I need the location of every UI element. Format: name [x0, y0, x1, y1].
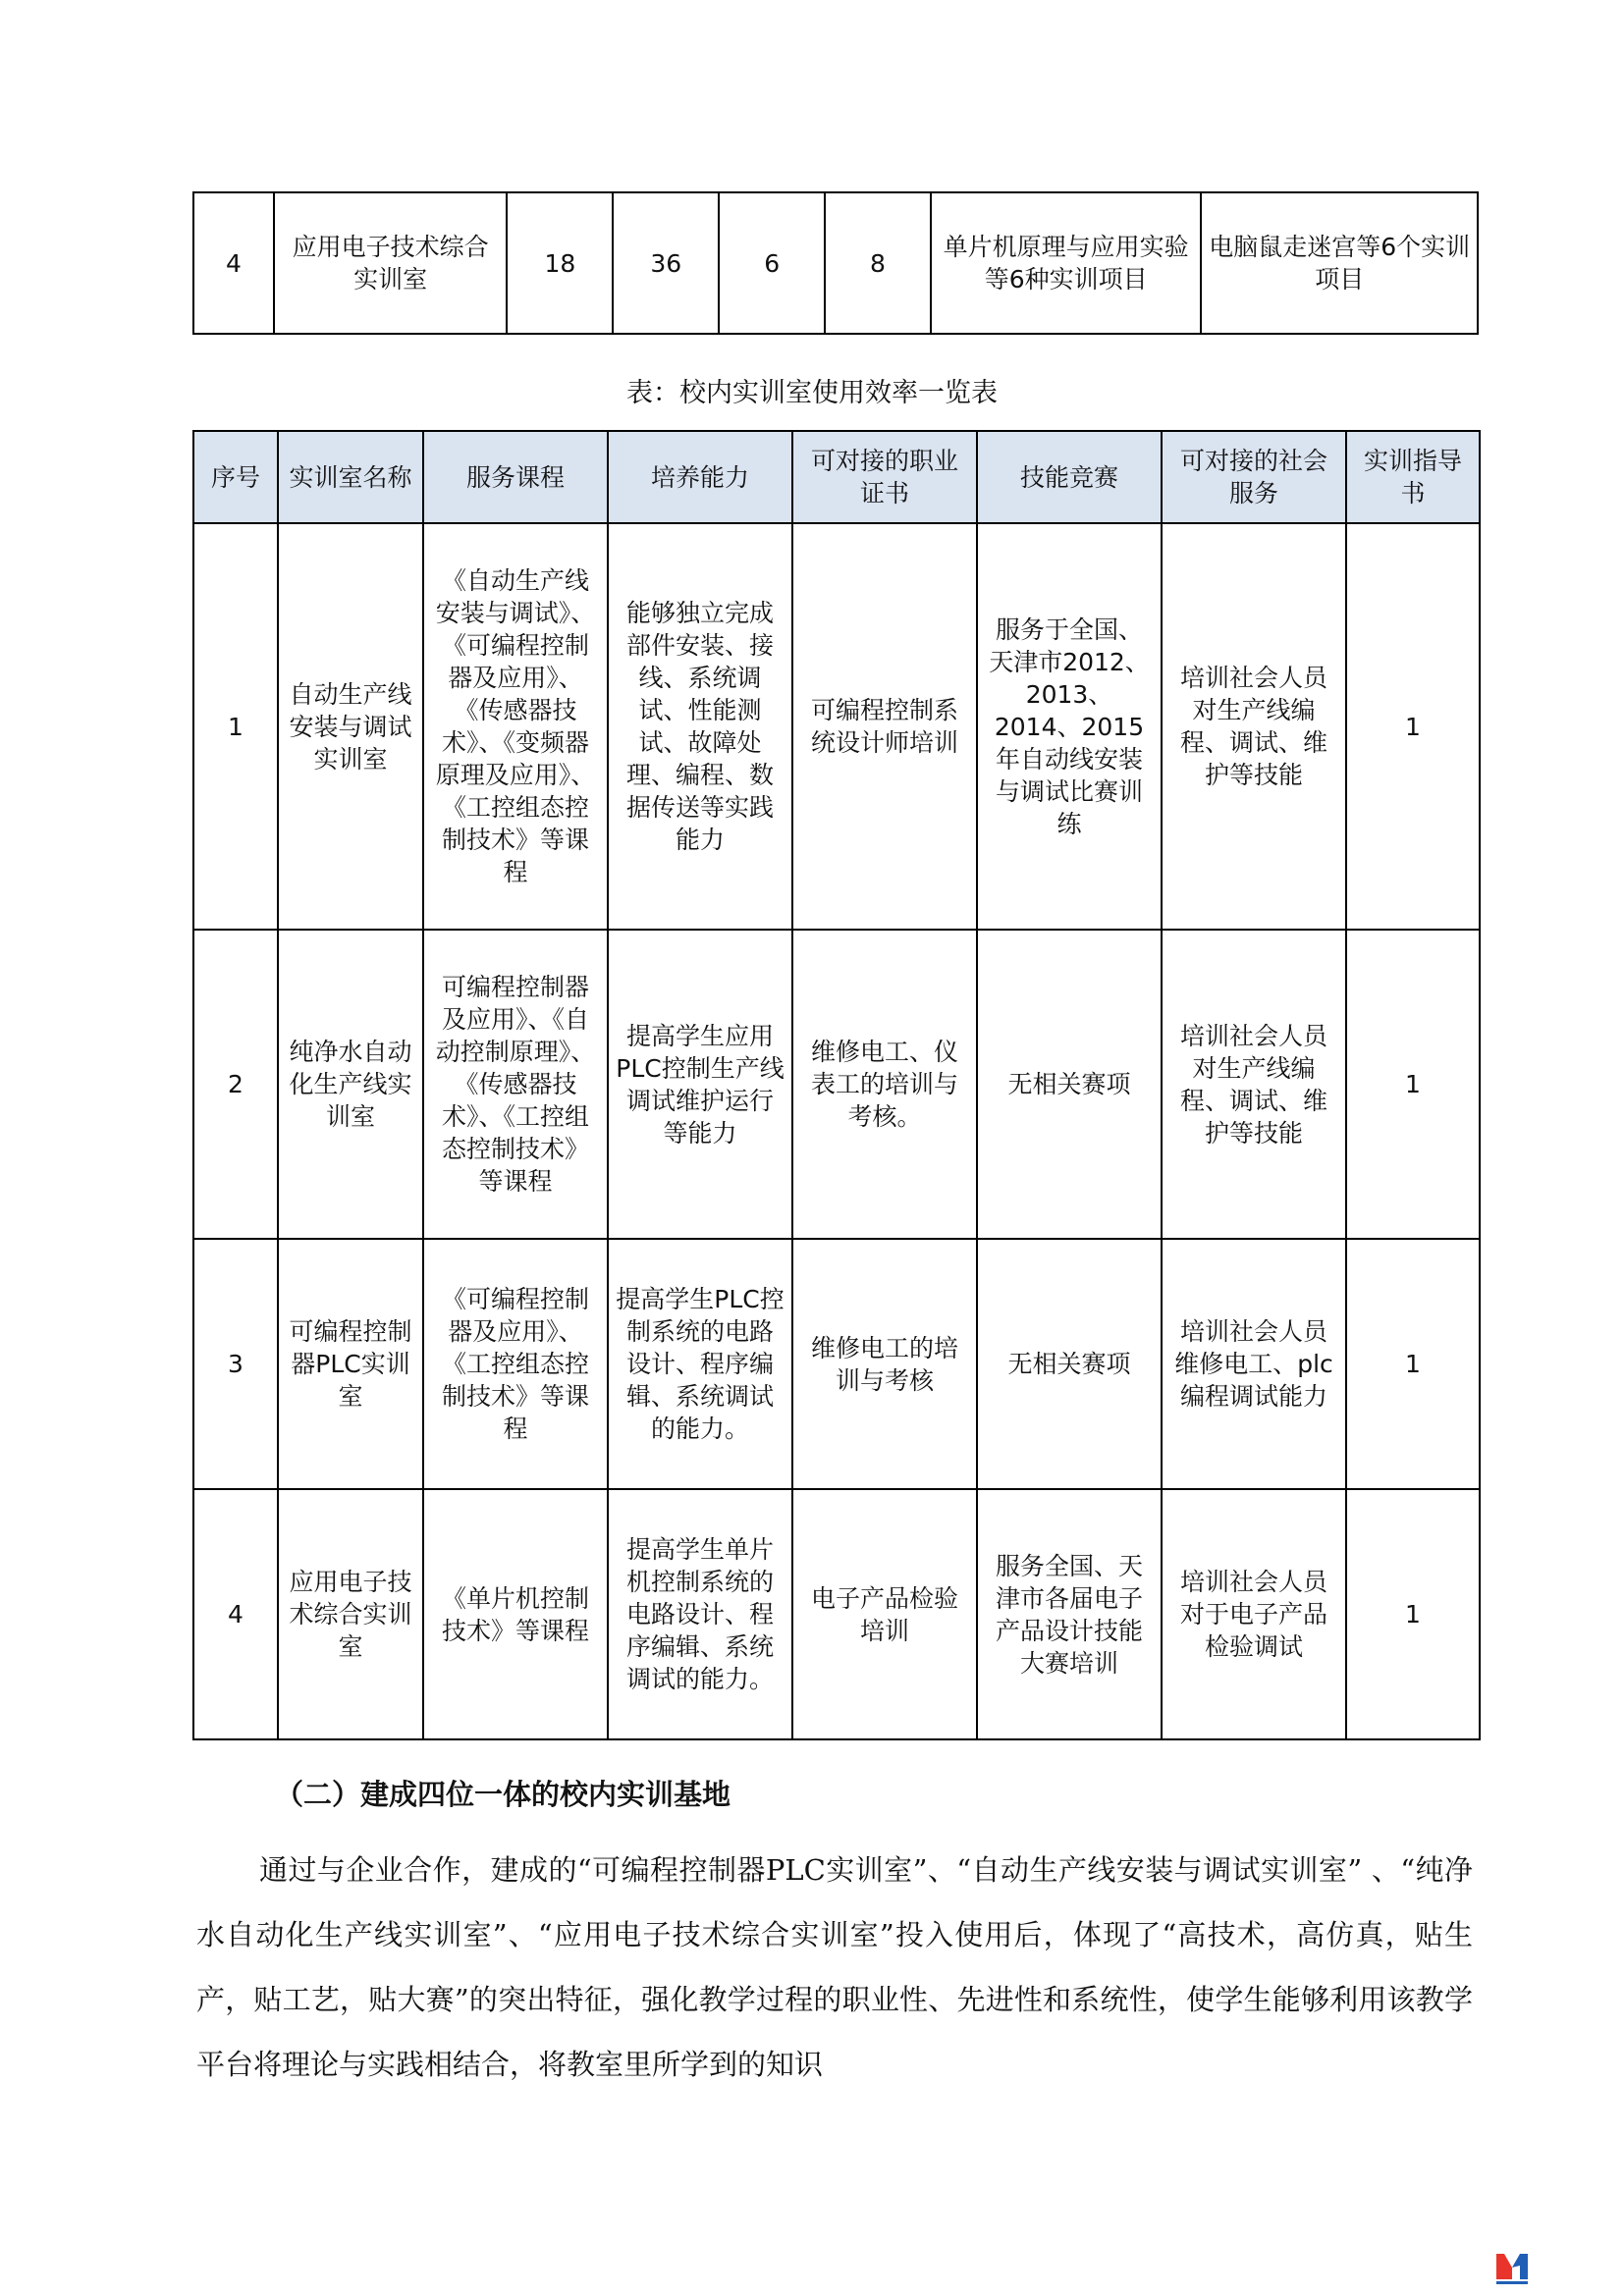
- table-cell: 服务全国、天津市各届电子产品设计技能大赛培训: [977, 1489, 1162, 1739]
- table-cell: 提高学生单片机控制系统的电路设计、程序编辑、系统调试的能力。: [608, 1489, 792, 1739]
- table-cell: 《可编程控制器及应用》、《工控组态控制技术》等课程: [423, 1239, 608, 1489]
- header-cell: 服务课程: [423, 431, 608, 523]
- table-row: [193, 1489, 1480, 1739]
- table-cell: 单片机原理与应用实验等6种实训项目: [931, 192, 1202, 334]
- table-cell: 服务于全国、天津市2012、2013、2014、2015年自动线安装与调试比赛训练: [977, 523, 1162, 930]
- table-cell: 应用电子技术综合实训室: [274, 192, 508, 334]
- main-table: [192, 430, 1481, 1740]
- table-cell: 能够独立完成部件安装、接线、系统调试、性能测试、故障处理、编程、数据传送等实践能力: [608, 523, 792, 930]
- header-cell: 技能竞赛: [977, 431, 1162, 523]
- table-cell: 可编程控制系统设计师培训: [792, 523, 977, 930]
- table-cell: 培训社会人员对生产线编程、调试、维护等技能: [1162, 930, 1346, 1239]
- table-cell: 维修电工的培训与考核: [792, 1239, 977, 1489]
- header-cell: 可对接的社会服务: [1162, 431, 1346, 523]
- table-caption: 表：校内实训室使用效率一览表: [626, 378, 998, 408]
- table-cell: 4: [193, 1489, 278, 1739]
- table-cell: 培训社会人员维修电工、plc编程调试能力: [1162, 1239, 1346, 1489]
- table-cell: 6: [719, 192, 825, 334]
- header-cell: 实训室名称: [278, 431, 423, 523]
- header-cell: 序号: [193, 431, 278, 523]
- section-heading: （二）建成四位一体的校内实训基地: [275, 1778, 731, 1811]
- table-cell: 培训社会人员对于电子产品检验调试: [1162, 1489, 1346, 1739]
- table-cell: 《单片机控制技术》等课程: [423, 1489, 608, 1739]
- header-cell: 实训指导书: [1346, 431, 1480, 523]
- table-cell: 3: [193, 1239, 278, 1489]
- table-cell: 36: [613, 192, 719, 334]
- table-cell: 提高学生应用PLC控制生产线调试维护运行等能力: [608, 930, 792, 1239]
- table-cell: 无相关赛项: [977, 1239, 1162, 1489]
- table-cell: 8: [825, 192, 931, 334]
- table-row: [193, 192, 1478, 334]
- table-cell: 1: [193, 523, 278, 930]
- table-cell: 应用电子技术综合实训室: [278, 1489, 423, 1739]
- table-cell: 2: [193, 930, 278, 1239]
- table-row: [193, 523, 1480, 930]
- table-cell: 自动生产线安装与调试实训室: [278, 523, 423, 930]
- table-header-row: [193, 431, 1480, 523]
- table-cell: 4: [193, 192, 274, 334]
- table-cell: 纯净水自动化生产线实训室: [278, 930, 423, 1239]
- table-cell: 电脑鼠走迷宫等6个实训项目: [1201, 192, 1478, 334]
- table-cell: 可编程控制器PLC实训室: [278, 1239, 423, 1489]
- table-row: [193, 930, 1480, 1239]
- top-table: [192, 191, 1479, 335]
- header-cell: 可对接的职业证书: [792, 431, 977, 523]
- table-cell: 无相关赛项: [977, 930, 1162, 1239]
- table-cell: 培训社会人员对生产线编程、调试、维护等技能: [1162, 523, 1346, 930]
- table-cell: 《自动生产线安装与调试》、《可编程控制器及应用》、《传感器技术》、《变频器原理及应用》、《工控组态控制技术》等课程: [423, 523, 608, 930]
- table-cell: 1: [1346, 523, 1480, 930]
- table-cell: 维修电工、仪表工的培训与考核。: [792, 930, 977, 1239]
- table-cell: 可编程控制器及应用》、《自动控制原理》、《传感器技术》、《工控组态控制技术》等课程: [423, 930, 608, 1239]
- table-cell: 1: [1346, 930, 1480, 1239]
- m-logo-icon: [1492, 2246, 1532, 2285]
- table-cell: 电子产品检验培训: [792, 1489, 977, 1739]
- table-cell: 提高学生PLC控制系统的电路设计、程序编辑、系统调试的能力。: [608, 1239, 792, 1489]
- table-cell: 1: [1346, 1489, 1480, 1739]
- table-cell: 1: [1346, 1239, 1480, 1489]
- table-row: [193, 1239, 1480, 1489]
- body-paragraph: 通过与企业合作，建成的“可编程控制器PLC实训室”、“自动生产线安装与调试实训室” 、“纯净水自动化生产线实训室”、“应用电子技术综合实训室”投入使用后，体现了“高技术，高仿真，贴生产，贴工艺，贴大赛”的突出特征，强化教学过程的职业性、先进性和系统性，使学生能够利用该教学平台将理论与实践相结合，将教室里所学到的知识: [196, 1853, 1473, 2081]
- header-cell: 培养能力: [608, 431, 792, 523]
- table-cell: 18: [507, 192, 613, 334]
